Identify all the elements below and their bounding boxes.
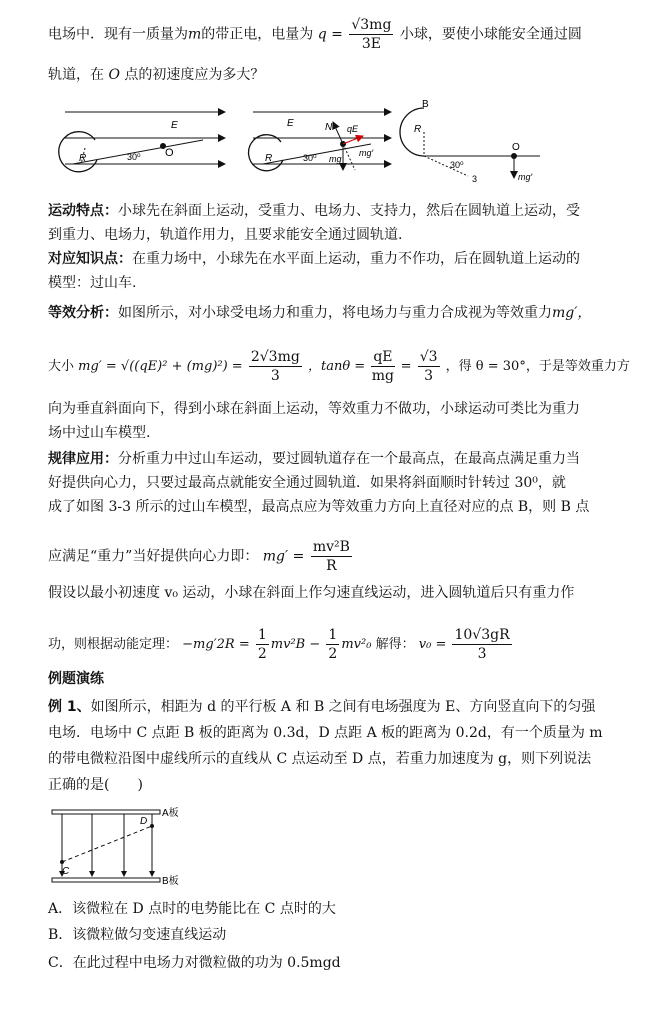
svg-text:E: E	[171, 120, 178, 131]
equiv-line-4: 场中过山车模型.	[48, 425, 151, 441]
equiv-line-3: 向为垂直斜面向下，得到小球在斜面上运动，等效重力不做功，小球运动可类比为重力	[48, 401, 580, 417]
intro-line-2: 轨道，在 O 点的初速度应为多大？	[48, 67, 265, 83]
assume-line-1: 假设以最小初速度 v₀ 运动，小球在斜面上作匀速直线运动，进入圆轨道后只有重力作	[48, 585, 575, 601]
question-line-4: 正确的是( )	[48, 777, 143, 793]
svg-text:30⁰: 30⁰	[303, 153, 317, 163]
rule-line-1: 规律应用：分析重力中过山车运动，要过圆轨道存在一个最高点，在最高点满足重力当	[48, 451, 580, 467]
figure-1	[59, 112, 225, 172]
equiv-line-1: 等效分析：如图所示，对小球受电场力和重力，将电场力与重力合成视为等效重力mg′，	[48, 305, 592, 321]
knowledge-line-2: 模型：过山车.	[48, 275, 137, 291]
svg-text:O: O	[165, 147, 174, 159]
question-line-1: 例 1、如图所示，相距为 d 的平行板 A 和 B 之间有电场强度为 E、方向竖直向下的匀强	[48, 699, 596, 715]
svg-text:qE: qE	[347, 124, 359, 134]
svg-text:N: N	[325, 122, 333, 133]
svg-text:30⁰: 30⁰	[450, 160, 464, 170]
question-line-3: 的带电微粒沿图中虚线所示的直线从 C 点运动至 D 点，若重力加速度为 g，则下列说法	[48, 751, 592, 767]
svg-text:A板: A板	[162, 808, 179, 819]
svg-text:D: D	[140, 816, 148, 827]
rule-line-3: 成了如图 3-3 所示的过山车模型，最高点应为等效重力方向上直径对应的点 B，则 B 点	[48, 499, 590, 515]
svg-text:O: O	[512, 142, 520, 153]
figure-2	[249, 112, 391, 171]
option-c: C．在此过程中电场力对微粒做的功为 0.5mgd	[48, 955, 341, 971]
question-line-2: 电场．电场中 C 点距 B 板的距离为 0.3d，D 点距 A 板的距离为 0.2d，有一个质量为 m	[48, 725, 603, 741]
rule-line-2: 好提供向心力，只要过最高点就能安全通过圆轨道．如果将斜面顺时针转过 30⁰，就	[48, 475, 566, 491]
svg-text:3: 3	[472, 174, 478, 184]
intro-line-1: 电场中．现有一质量为m的带正电，电量为 q = $\frac{√3mg}{3E}$ 小球，要使小球能安全通过圆	[48, 17, 582, 52]
svg-text:mg: mg	[329, 154, 342, 164]
assume-line-2: 功，则根据动能定理： −mg′2R = $\frac{1}{2}$ mv²B − $\frac{1}{2}$ mv²₀ 解得： v₀ = $\frac{10√3gR}{3}$	[48, 627, 510, 662]
equiv-formula-line: 大小 mg′ = √((qE)² + (mg)²) = $\frac{2√3mg}{3}$ ，tanθ = $\frac{qE}{mg}$ = $\frac{√3}{3}$ ，得 θ = 30°，于是等效重力方	[48, 349, 630, 384]
svg-text:mg′: mg′	[518, 172, 533, 182]
svg-text:C: C	[62, 866, 70, 877]
example-heading: 例题演练	[48, 671, 104, 687]
svg-text:mg′: mg′	[359, 148, 374, 158]
figure-row-1	[55, 98, 595, 190]
plates-figure	[48, 806, 198, 888]
svg-text:R: R	[79, 153, 87, 164]
rule-line-4: 应满足“重力”当好提供向心力即： mg′ = $\frac{\text{mv²B}}{R}$	[48, 539, 350, 574]
svg-text:R: R	[265, 153, 273, 164]
option-a: A．该微粒在 D 点时的电势能比在 C 点时的大	[48, 901, 336, 917]
svg-text:R: R	[414, 124, 422, 135]
motion-line-1: 运动特点：小球先在斜面上运动，受重力、电场力、支持力，然后在圆轨道上运动，受	[48, 203, 580, 219]
motion-line-2: 到重力、电场力，轨道作用力，且要求能安全通过圆轨道.	[48, 227, 403, 243]
svg-text:E: E	[287, 118, 294, 129]
charge-fraction: $\frac{√3mg}{3E}$	[351, 17, 392, 52]
svg-text:30⁰: 30⁰	[127, 152, 141, 162]
svg-text:B: B	[422, 99, 429, 110]
svg-text:B板: B板	[162, 876, 179, 887]
option-b: B．该微粒做匀变速直线运动	[48, 927, 227, 943]
knowledge-line-1: 对应知识点：在重力场中，小球先在水平面上运动，重力不作功，后在圆轨道上运动的	[48, 251, 580, 267]
figure-3	[400, 99, 540, 184]
